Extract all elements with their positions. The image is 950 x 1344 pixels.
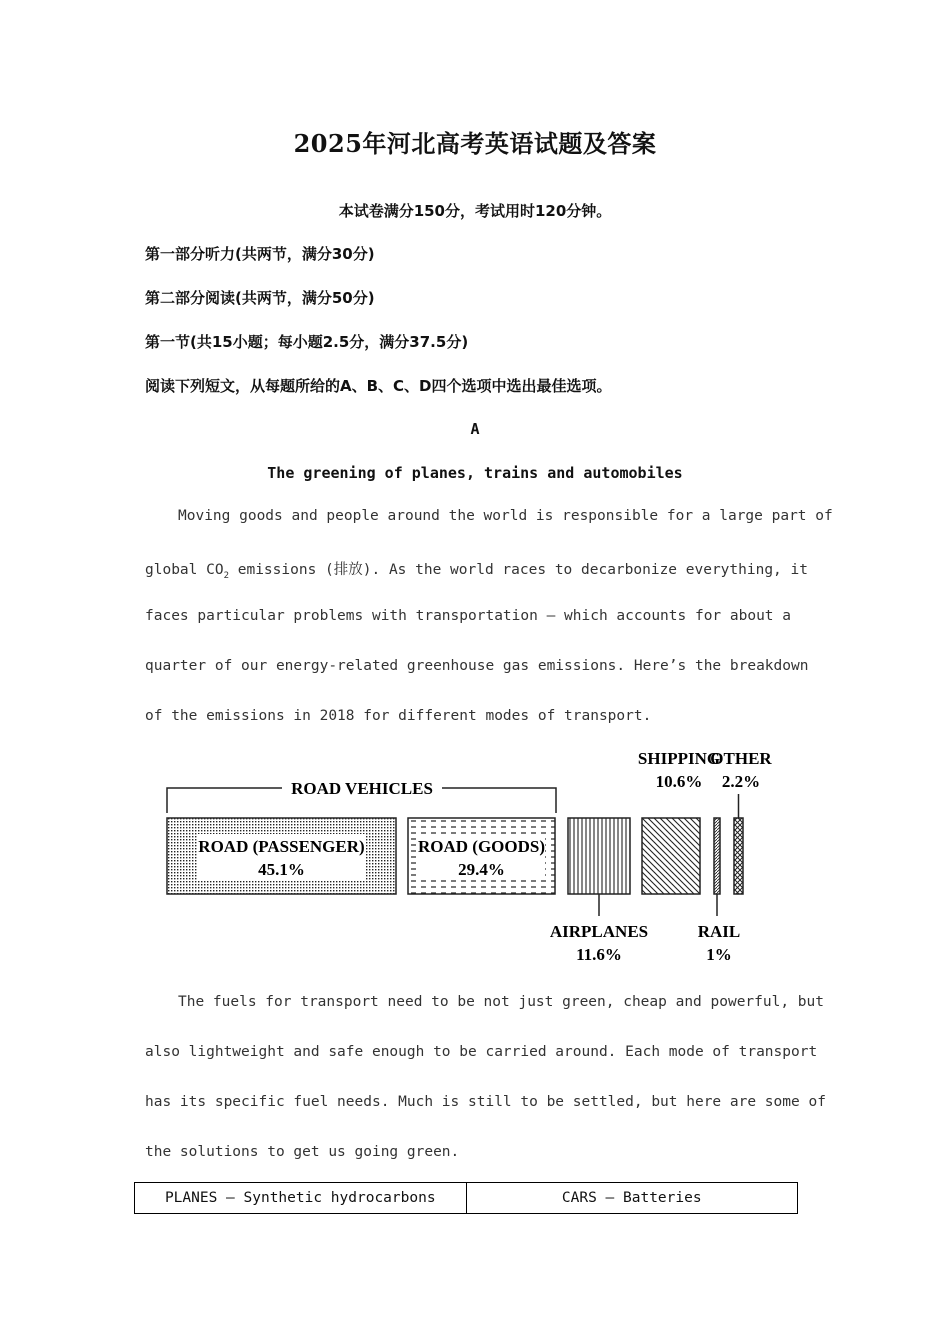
bar-shipping: [642, 818, 700, 894]
paragraph-2-line: The fuels for transport need to be not just green, cheap and powerful, but: [178, 994, 825, 1010]
paragraph-1-line: of the emissions in 2018 for different modes of transport.: [145, 708, 652, 724]
co2-subscript: 2: [223, 570, 229, 581]
value-label-other: 2.2%: [721, 772, 761, 791]
category-label-rail: RAIL: [697, 922, 741, 941]
value-label-rail: 1%: [706, 945, 732, 964]
bar-rail: [714, 818, 720, 894]
category-label-other: OTHER: [710, 749, 772, 768]
page-title: 2025年河北高考英语试题及答案: [293, 129, 657, 158]
category-label-shipping: SHIPPING: [637, 749, 721, 768]
category-label-road-goods: ROAD (GOODS): [417, 837, 546, 856]
value-label-road-passenger: 45.1%: [258, 860, 305, 879]
category-label-airplanes: AIRPLANES: [549, 922, 649, 941]
value-label-road-goods: 29.4%: [458, 860, 505, 879]
road-vehicles-label: ROAD VEHICLES: [291, 779, 433, 798]
value-label-shipping: 10.6%: [655, 772, 703, 791]
emissions-chart: [0, 740, 950, 975]
bar-airplanes: [568, 818, 630, 894]
category-label-road-passenger: ROAD (PASSENGER): [198, 837, 365, 856]
paragraph-1-line: faces particular problems with transportation — which accounts for about a: [145, 608, 792, 624]
co2-text: global CO: [145, 562, 224, 578]
paragraph-1-line: [145, 558, 825, 581]
section-part2: 第二部分阅读(共两节，满分50分): [145, 289, 375, 307]
instructions: 阅读下列短文，从每题所给的A、B、C、D四个选项中选出最佳选项。: [145, 377, 612, 395]
section-part1: 第一部分听力(共两节，满分30分): [145, 245, 375, 263]
paragraph-2-line: has its specific fuel needs. Much is still to be settled, but here are some of: [145, 1094, 826, 1110]
paragraph-1-line: Moving goods and people around the world is responsible for a large part of: [178, 508, 833, 524]
paragraph-2-line: the solutions to get us going green.: [145, 1144, 460, 1160]
passage-letter: A: [470, 420, 480, 438]
table-cell-planes: PLANES — Synthetic hydrocarbons: [164, 1190, 436, 1206]
bar-other: [734, 818, 743, 894]
paragraph-2-line: also lightweight and safe enough to be carried around. Each mode of transport: [145, 1044, 818, 1060]
paragraph-1-line: quarter of our energy-related greenhouse gas emissions. Here’s the breakdown: [145, 658, 809, 674]
fuel-solutions-table: [134, 1182, 798, 1214]
value-label-airplanes: 11.6%: [576, 945, 622, 964]
table-cell-cars: CARS — Batteries: [466, 1183, 798, 1213]
paragraph-1-line-rest: emissions (排放). As the world races to decarbonize everything, it: [237, 562, 808, 578]
passage-heading: The greening of planes, trains and automobiles: [267, 464, 683, 482]
exam-subtitle: 本试卷满分150分，考试用时120分钟。: [338, 202, 612, 220]
section-1-heading: 第一节(共15小题；每小题2.5分，满分37.5分): [145, 333, 469, 351]
